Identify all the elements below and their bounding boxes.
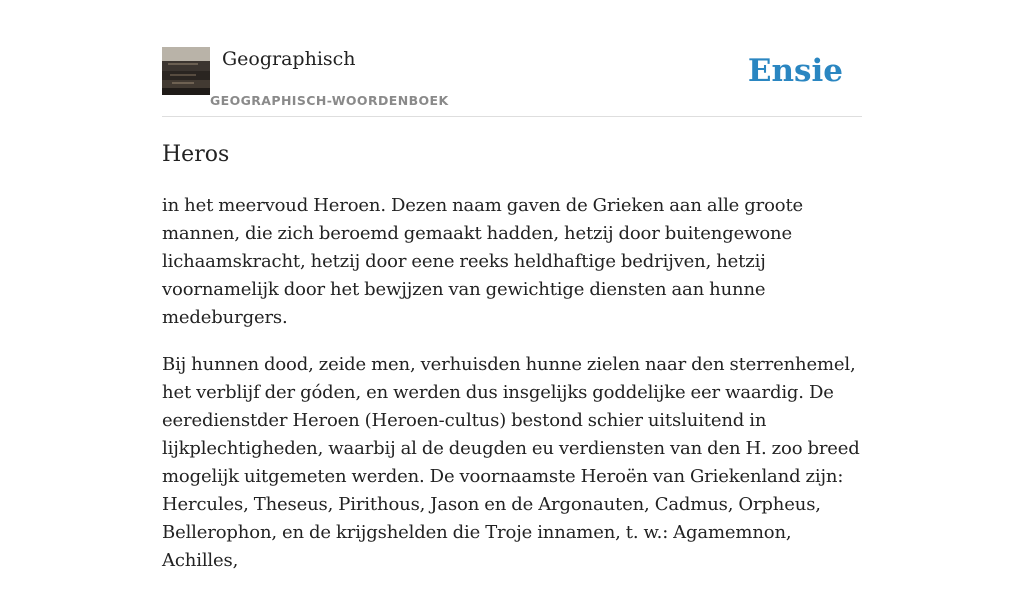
source-avatar[interactable] bbox=[162, 47, 210, 95]
source-header bbox=[162, 46, 862, 117]
article-title: Heros bbox=[162, 142, 230, 167]
book-stack-icon bbox=[162, 47, 210, 95]
brand-logo[interactable]: Ensie bbox=[747, 53, 843, 89]
source-title[interactable]: Geographisch bbox=[222, 48, 356, 70]
source-slug[interactable]: GEOGRAPHISCH-WOORDENBOEK bbox=[210, 93, 449, 108]
article-body bbox=[162, 192, 867, 594]
article-paragraph: Bij hunnen dood, zeide men, verhuisden hunne zielen naar den sterrenhemel, het verblijf der góden, en werden dus insgelijks goddelijke eer waardig. De eeredienstder Heroen (Heroen-cultus) bestond schier uitsluitend in lijkplechtigheden, waarbij al de deugden eu verdiensten van den H. zoo breed mogelijk uitgemeten werden. De voornaamste Heroën van Griekenland zijn: Hercules, Theseus, Pirithous, Jason en de Argonauten, Cadmus, Orpheus, Bellerophon, en de krijgshelden die Troje innamen, t. w.: Agamemnon, Achilles, bbox=[162, 354, 860, 571]
article-paragraph: in het meervoud Heroen. Dezen naam gaven de Grieken aan alle groote mannen, die zich beroemd gemaakt hadden, hetzij door buitengewone lichaamskracht, hetzij door eene reeks heldhaftige bedrijven, hetzij voornamelijk door het bewjjzen van gewichtige diensten aan hunne medeburgers. bbox=[162, 195, 804, 328]
